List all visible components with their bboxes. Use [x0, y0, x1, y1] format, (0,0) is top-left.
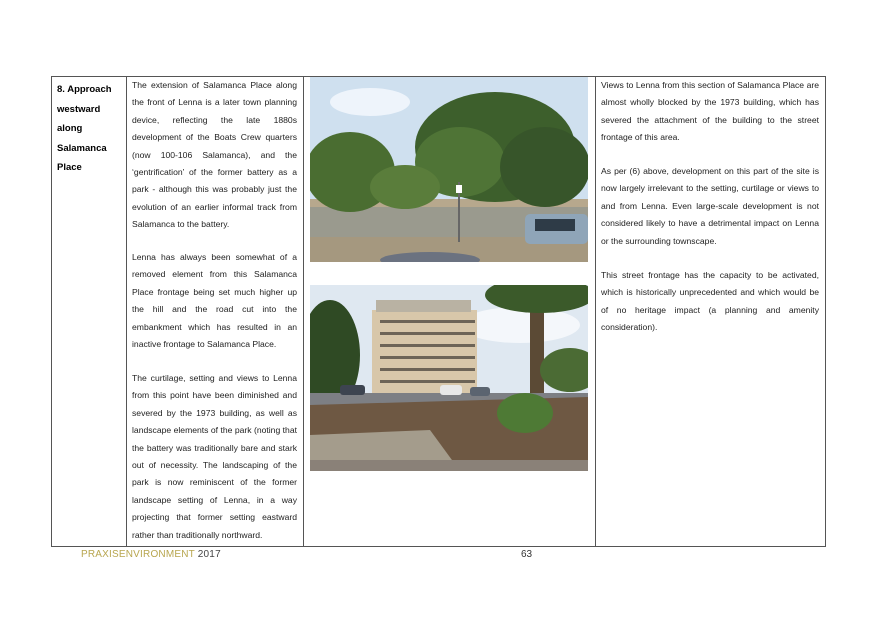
section-heading: 8. Approach westward along Salamanca Place	[57, 84, 112, 173]
assessment-cell	[596, 77, 825, 546]
footer-organisation	[81, 549, 221, 560]
photo-park-street-view	[310, 77, 588, 262]
heading-cell	[52, 77, 127, 546]
paragraph-2: Lenna has always been somewhat of a removed element from this Salamanca Place frontage being set much higher up the hill and the road cut into the embankment which has resulted in an inactive frontage to Salamanca Place.	[132, 252, 297, 350]
paragraph-3: The curtilage, setting and views to Lenna from this point have been diminished and severed by the 1973 building, as well as landscape elements of the park (noting that the battery was traditionally bare and stark out of necessity. The landscaping of the park is now reminiscent of the former landscape setting of Lenna, in a way projecting that former setting eastward rather than traditionally northward.	[132, 373, 297, 540]
photo-1973-building	[310, 285, 588, 471]
paragraph-1: Views to Lenna from this section of Salamanca Place are almost wholly blocked by the 1973 building, which has severed the attachment of the building to the street frontage of this area.	[601, 80, 819, 143]
footer-org-name: PRAXISENVIRONMENT	[81, 549, 195, 560]
paragraph-1: The extension of Salamanca Place along the front of Lenna is a later town planning device, reflecting the late 1880s development of the Boats Crew quarters (now 100-106 Salamanca), and the ‘gentrification’ of the former battery as a park - although this was probably just the evolution of an earlier informal track from Salamanca to the battery.	[132, 80, 297, 230]
page-number: 63	[521, 549, 533, 560]
description-cell	[127, 77, 304, 546]
assessment-table	[51, 76, 826, 547]
photos-cell	[304, 77, 596, 546]
footer-year: 2017	[197, 549, 221, 560]
paragraph-2: As per (6) above, development on this part of the site is now largely irrelevant to the setting, curtilage or views to and from Lenna. Even large-scale development is not considered likely to have a detrimental impact on Lenna or the surrounding townscape.	[601, 166, 819, 246]
paragraph-3: This street frontage has the capacity to be activated, which is historically unprecedented and which would be of no heritage impact (a planning and amenity consideration).	[601, 270, 819, 333]
